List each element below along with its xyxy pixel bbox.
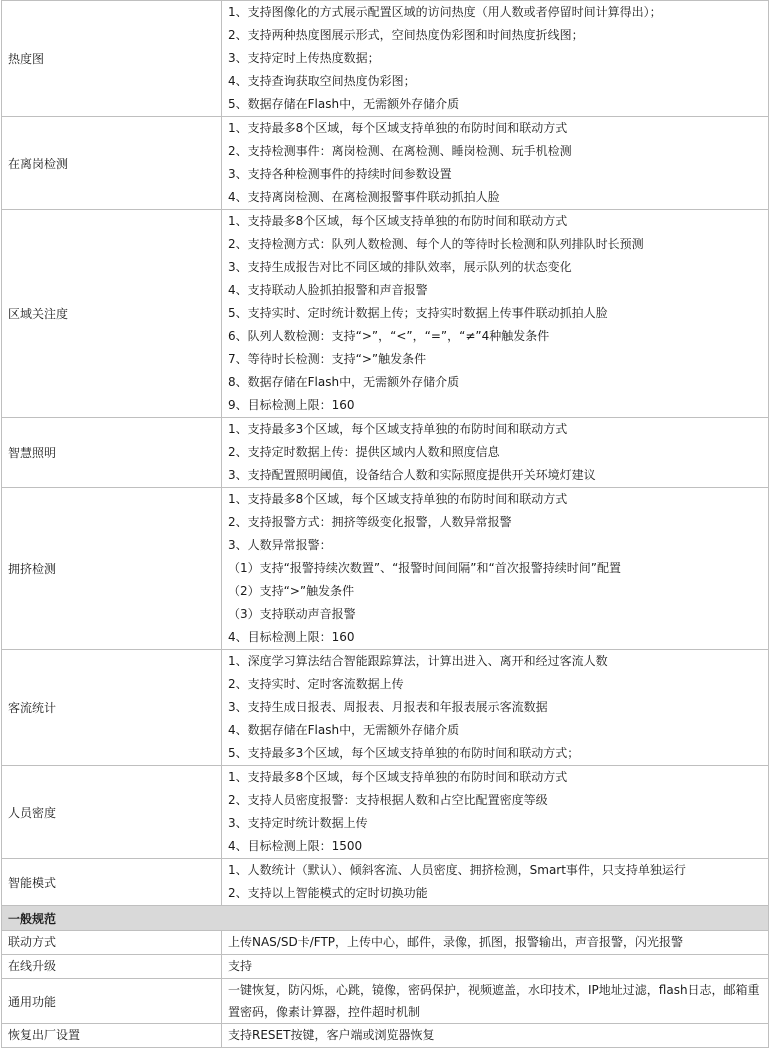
feature-item: 5、支持最多3个区域，每个区域支持单独的布防时间和联动方式； [228,746,580,760]
feature-item: 3、支持定时上传热度数据； [228,51,380,65]
feature-item: 5、支持实时、定时统计数据上传；支持实时数据上传事件联动抓拍人脸 [228,306,608,320]
feature-item: 1、深度学习算法结合智能跟踪算法，计算出进入、离开和经过客流人数 [228,654,608,668]
section-header-general [2,906,769,931]
feature-name: 客流统计 [2,650,222,766]
feature-item: 3、支持生成报告对比不同区域的排队效率，展示队列的状态变化 [228,260,572,274]
feature-item: 4、目标检测上限：160 [228,630,355,644]
general-value: 支持RESET按键，客户端或浏览器恢复 [222,1024,769,1048]
feature-item: 8、数据存储在Flash中，无需额外存储介质 [228,375,460,389]
spec-table [1,0,769,1048]
feature-name: 区域关注度 [2,210,222,418]
feature-row-smart-lighting [2,418,769,488]
general-name: 恢复出厂设置 [2,1024,222,1048]
feature-item: 1、支持最多8个区域，每个区域支持单独的布防时间和联动方式 [228,770,568,784]
feature-items [222,210,769,418]
feature-item: 1、支持最多3个区域，每个区域支持单独的布防时间和联动方式 [228,422,568,436]
feature-item: 2、支持以上智能模式的定时切换功能 [228,886,428,900]
feature-item: 3、支持各种检测事件的持续时间参数设置 [228,167,452,181]
feature-item: 5、数据存储在Flash中，无需额外存储介质 [228,97,460,111]
feature-row-smart-mode [2,859,769,906]
feature-item: 2、支持检测方式：队列人数检测、每个人的等待时长检测和队列排队时长预测 [228,237,644,251]
feature-items [222,418,769,488]
feature-items [222,1,769,117]
feature-item: 7、等待时长检测：支持“>”触发条件 [228,352,427,366]
feature-item: 6、队列人数检测：支持“>”，“<”，“=”，“≠”4种触发条件 [228,329,550,343]
feature-item: （2）支持“>”触发条件 [228,584,355,598]
feature-name: 热度图 [2,1,222,117]
feature-item: 1、支持最多8个区域，每个区域支持单独的布防时间和联动方式 [228,214,568,228]
general-value: 支持 [222,955,769,979]
feature-row-crowd-detection [2,488,769,650]
feature-row-people-counting [2,650,769,766]
feature-row-region-attention [2,210,769,418]
feature-item: 2、支持报警方式：拥挤等级变化报警，人数异常报警 [228,515,512,529]
feature-item: 3、支持定时统计数据上传 [228,816,368,830]
feature-items [222,650,769,766]
feature-name: 智慧照明 [2,418,222,488]
feature-name: 拥挤检测 [2,488,222,650]
feature-item: 4、支持查询获取空间热度伪彩图； [228,74,416,88]
feature-item: 1、支持图像化的方式展示配置区域的访问热度（用人数或者停留时间计算得出）； [228,5,662,19]
feature-item: （3）支持联动声音报警 [228,607,356,621]
feature-name: 智能模式 [2,859,222,906]
feature-item: 4、数据存储在Flash中，无需额外存储介质 [228,723,460,737]
feature-name: 在离岗检测 [2,117,222,210]
feature-item: 3、支持配置照明阈值，设备结合人数和实际照度提供开关环境灯建议 [228,468,596,482]
feature-item: 3、人数异常报警： [228,538,332,552]
section-title: 一般规范 [2,906,769,931]
feature-item: 2、支持实时、定时客流数据上传 [228,677,404,691]
feature-item: 1、人数统计（默认）、倾斜客流、人员密度、拥挤检测，Smart事件，只支持单独运行 [228,863,686,877]
feature-row-on-duty-detection [2,117,769,210]
feature-items [222,859,769,906]
feature-item: 4、支持离岗检测、在离检测报警事件联动抓拍人脸 [228,190,500,204]
general-name: 联动方式 [2,931,222,955]
feature-items [222,766,769,859]
feature-items [222,117,769,210]
feature-name: 人员密度 [2,766,222,859]
general-row-common-functions [2,979,769,1024]
feature-item: 2、支持检测事件：离岗检测、在离检测、睡岗检测、玩手机检测 [228,144,572,158]
feature-items [222,488,769,650]
general-name: 通用功能 [2,979,222,1024]
general-value: 一键恢复，防闪烁，心跳，镜像，密码保护，视频遮盖，水印技术，IP地址过滤，flash日志，邮箱重置密码，像素计算器，控件超时机制 [222,979,769,1024]
general-row-factory-reset [2,1024,769,1048]
general-row-online-upgrade [2,955,769,979]
feature-item: 2、支持定时数据上传：提供区域内人数和照度信息 [228,445,500,459]
feature-item: 2、支持人员密度报警：支持根据人数和占空比配置密度等级 [228,793,548,807]
feature-row-heatmap [2,1,769,117]
feature-item: 1、支持最多8个区域，每个区域支持单独的布防时间和联动方式 [228,492,568,506]
feature-item: 9、目标检测上限：160 [228,398,355,412]
feature-item: 2、支持两种热度图展示形式，空间热度伪彩图和时间热度折线图； [228,28,584,42]
feature-item: 1、支持最多8个区域，每个区域支持单独的布防时间和联动方式 [228,121,568,135]
feature-item: 3、支持生成日报表、周报表、月报表和年报表展示客流数据 [228,700,548,714]
general-name: 在线升级 [2,955,222,979]
general-value: 上传NAS/SD卡/FTP，上传中心，邮件，录像，抓图，报警输出，声音报警，闪光报警 [222,931,769,955]
general-row-linkage [2,931,769,955]
feature-item: （1）支持“报警持续次数置”、“报警时间间隔”和“首次报警持续时间”配置 [228,561,621,575]
feature-row-people-density [2,766,769,859]
feature-item: 4、目标检测上限：1500 [228,839,363,853]
feature-item: 4、支持联动人脸抓拍报警和声音报警 [228,283,428,297]
